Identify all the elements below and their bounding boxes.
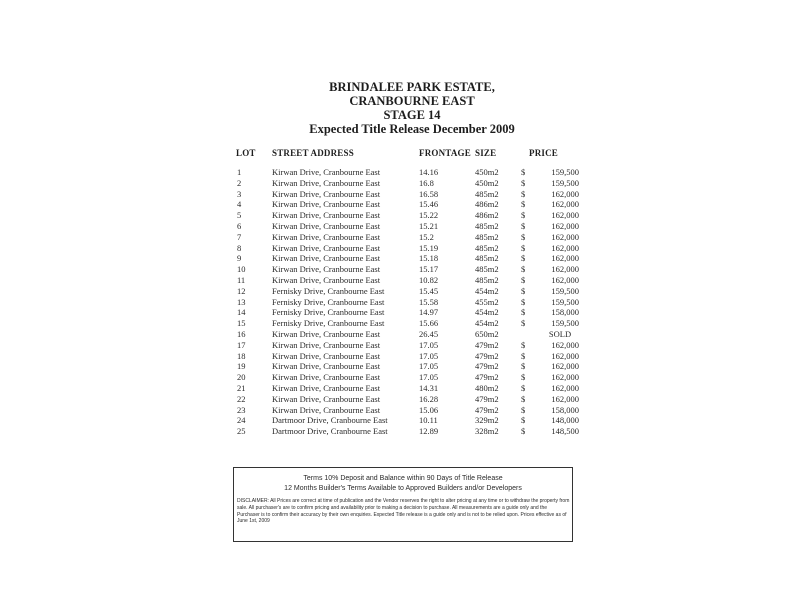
table-row	[0, 372, 800, 383]
table-row	[0, 286, 800, 297]
table-row	[0, 178, 800, 189]
table-row	[0, 297, 800, 308]
header-street-address: STREET ADDRESS	[272, 148, 354, 158]
lot-number: 25	[237, 426, 246, 437]
frontage-value: 12.89	[419, 426, 439, 437]
table-row	[0, 361, 800, 372]
lot-number: 24	[237, 415, 246, 426]
currency-symbol: $	[521, 167, 526, 177]
lot-number: 17	[237, 339, 246, 350]
currency-symbol: $	[521, 285, 526, 296]
size-value: 479m2	[475, 350, 499, 361]
street-address: Fernisky Drive, Cranbourne East	[272, 285, 385, 296]
size-value: 454m2	[475, 285, 499, 296]
size-value: 328m2	[475, 426, 499, 437]
terms-builders: 12 Months Builder's Terms Available to Approved Builders and/or Developers	[284, 485, 522, 492]
size-value: 485m2	[475, 220, 499, 231]
street-address: Kirwan Drive, Cranbourne East	[272, 404, 381, 415]
size-value: 329m2	[475, 415, 499, 426]
price-value: 159,500	[551, 177, 579, 188]
table-row	[0, 426, 800, 437]
size-value: 454m2	[475, 307, 499, 318]
size-value: 485m2	[475, 231, 499, 242]
currency-symbol: $	[521, 177, 526, 188]
currency-symbol: $	[521, 210, 526, 221]
frontage-value: 15.22	[419, 210, 439, 221]
currency-symbol: $	[521, 188, 526, 199]
street-address: Kirwan Drive, Cranbourne East	[272, 339, 381, 350]
street-address: Kirwan Drive, Cranbourne East	[272, 177, 381, 188]
currency-symbol: $	[521, 199, 526, 210]
street-address: Kirwan Drive, Cranbourne East	[272, 231, 381, 242]
table-row	[0, 340, 800, 351]
street-address: Dartmoor Drive, Cranbourne East	[272, 426, 388, 437]
frontage-value: 16.8	[419, 177, 434, 188]
currency-symbol: $	[521, 426, 526, 437]
table-row	[0, 199, 800, 210]
header-frontage: FRONTAGE	[419, 148, 471, 158]
currency-symbol: $	[521, 253, 526, 264]
table-row	[0, 210, 800, 221]
lot-number: 12	[237, 285, 246, 296]
price-value: 162,000	[551, 372, 579, 383]
currency-symbol: $	[521, 415, 526, 426]
price-value: 159,500	[551, 167, 579, 177]
table-row	[0, 264, 800, 275]
frontage-value: 14.97	[419, 307, 439, 318]
street-address: Kirwan Drive, Cranbourne East	[272, 188, 381, 199]
frontage-value: 14.16	[419, 167, 439, 177]
currency-symbol: $	[521, 307, 526, 318]
size-value: 486m2	[475, 210, 499, 221]
table-row	[0, 253, 800, 264]
table-row	[0, 329, 800, 340]
size-value: 479m2	[475, 404, 499, 415]
street-address: Kirwan Drive, Cranbourne East	[272, 199, 381, 210]
frontage-value: 15.19	[419, 242, 439, 253]
sold-status: SOLD	[548, 328, 572, 339]
currency-symbol: $	[521, 220, 526, 231]
price-value: 162,000	[551, 393, 579, 404]
currency-symbol: $	[521, 296, 526, 307]
size-value: 479m2	[475, 372, 499, 383]
price-value: 159,500	[551, 285, 579, 296]
price-value: 162,000	[551, 199, 579, 210]
lot-number: 14	[237, 307, 246, 318]
street-address: Fernisky Drive, Cranbourne East	[272, 318, 385, 329]
title-release-note: Expected Title Release December 2009	[309, 122, 515, 136]
street-address: Kirwan Drive, Cranbourne East	[272, 220, 381, 231]
price-value: 162,000	[551, 361, 579, 372]
size-value: 485m2	[475, 188, 499, 199]
price-value: 162,000	[551, 274, 579, 285]
frontage-value: 17.05	[419, 372, 439, 383]
frontage-value: 17.05	[419, 339, 439, 350]
table-row	[0, 405, 800, 416]
terms-deposit: Terms 10% Deposit and Balance within 90 Days of Title Release	[303, 475, 503, 482]
price-value: 158,000	[551, 307, 579, 318]
size-value: 479m2	[475, 339, 499, 350]
currency-symbol: $	[521, 361, 526, 372]
size-value: 485m2	[475, 253, 499, 264]
frontage-value: 15.2	[419, 231, 434, 242]
stage-title: STAGE 14	[383, 108, 441, 122]
price-value: 162,000	[551, 382, 579, 393]
terms-box	[233, 467, 573, 542]
currency-symbol: $	[521, 339, 526, 350]
size-value: 650m2	[475, 328, 499, 339]
street-address: Fernisky Drive, Cranbourne East	[272, 307, 385, 318]
table-row	[0, 189, 800, 200]
lot-number: 6	[237, 220, 242, 231]
currency-symbol: $	[521, 318, 526, 329]
size-value: 479m2	[475, 393, 499, 404]
lot-number: 22	[237, 393, 246, 404]
price-value: 162,000	[551, 339, 579, 350]
lot-number: 5	[237, 210, 242, 221]
lot-number: 20	[237, 372, 246, 383]
header-lot: LOT	[236, 148, 256, 158]
street-address: Kirwan Drive, Cranbourne East	[272, 361, 381, 372]
price-value: 162,000	[551, 231, 579, 242]
size-value: 450m2	[475, 167, 499, 177]
frontage-value: 16.28	[419, 393, 439, 404]
price-value: 162,000	[551, 220, 579, 231]
size-value: 454m2	[475, 318, 499, 329]
table-row	[0, 232, 800, 243]
table-row	[0, 394, 800, 405]
table-row	[0, 221, 800, 232]
size-value: 450m2	[475, 177, 499, 188]
price-value: 162,000	[551, 242, 579, 253]
price-value: 162,000	[551, 350, 579, 361]
street-address: Kirwan Drive, Cranbourne East	[272, 382, 381, 393]
price-value: 162,000	[551, 253, 579, 264]
disclaimer-text: DISCLAIMER: All Prices are correct at time of publication and the Vendor reserves the right to alter pricing at any time or to withdraw the property from sale. All purchaser's are to confirm pricing and availability prior to making a decision to purchase. All measurements are a guide only and the Purchaser is to confirm their accuracy by their own enquiries. Expected Title release is a guide only and is not to be relied upon. Prices effective as of June 1st, 2009	[237, 498, 570, 525]
street-address: Kirwan Drive, Cranbourne East	[272, 210, 381, 221]
currency-symbol: $	[521, 264, 526, 275]
frontage-value: 16.58	[419, 188, 439, 199]
frontage-value: 10.11	[419, 415, 438, 426]
size-value: 485m2	[475, 242, 499, 253]
street-address: Kirwan Drive, Cranbourne East	[272, 274, 381, 285]
price-value: 159,500	[551, 318, 579, 329]
price-value: 159,500	[551, 296, 579, 307]
frontage-value: 15.21	[419, 220, 439, 231]
lot-number: 21	[237, 382, 246, 393]
price-value: 162,000	[551, 188, 579, 199]
frontage-value: 14.31	[419, 382, 439, 393]
price-value: 148,500	[551, 426, 579, 437]
lot-table	[0, 167, 800, 437]
frontage-value: 15.46	[419, 199, 439, 210]
street-address: Fernisky Drive, Cranbourne East	[272, 296, 385, 307]
currency-symbol: $	[521, 274, 526, 285]
table-row	[0, 167, 800, 178]
lot-number: 8	[237, 242, 242, 253]
price-value: 158,000	[551, 404, 579, 415]
lot-number: 15	[237, 318, 246, 329]
street-address: Kirwan Drive, Cranbourne East	[272, 393, 381, 404]
street-address: Kirwan Drive, Cranbourne East	[272, 167, 381, 177]
street-address: Kirwan Drive, Cranbourne East	[272, 264, 381, 275]
frontage-value: 15.58	[419, 296, 439, 307]
price-value: 162,000	[551, 264, 579, 275]
table-row	[0, 415, 800, 426]
size-value: 485m2	[475, 264, 499, 275]
currency-symbol: $	[521, 350, 526, 361]
street-address: Kirwan Drive, Cranbourne East	[272, 328, 381, 339]
table-row	[0, 318, 800, 329]
table-row	[0, 275, 800, 286]
frontage-value: 17.05	[419, 361, 439, 372]
estate-title: BRINDALEE PARK ESTATE,	[329, 80, 495, 94]
size-value: 485m2	[475, 274, 499, 285]
street-address: Kirwan Drive, Cranbourne East	[272, 372, 381, 383]
lot-number: 9	[237, 253, 242, 264]
size-value: 479m2	[475, 361, 499, 372]
street-address: Kirwan Drive, Cranbourne East	[272, 242, 381, 253]
lot-number: 18	[237, 350, 246, 361]
street-address: Dartmoor Drive, Cranbourne East	[272, 415, 388, 426]
street-address: Kirwan Drive, Cranbourne East	[272, 253, 381, 264]
lot-number: 1	[237, 167, 242, 177]
currency-symbol: $	[521, 372, 526, 383]
table-row	[0, 383, 800, 394]
frontage-value: 17.05	[419, 350, 439, 361]
table-row	[0, 307, 800, 318]
price-value: 148,000	[551, 415, 579, 426]
table-row	[0, 351, 800, 362]
lot-number: 13	[237, 296, 246, 307]
lot-number: 10	[237, 264, 246, 275]
frontage-value: 15.17	[419, 264, 439, 275]
lot-number: 11	[237, 274, 246, 285]
frontage-value: 15.66	[419, 318, 439, 329]
lot-number: 23	[237, 404, 246, 415]
price-value: 162,000	[551, 210, 579, 221]
size-value: 480m2	[475, 382, 499, 393]
currency-symbol: $	[521, 231, 526, 242]
frontage-value: 10.82	[419, 274, 439, 285]
header-price: PRICE	[529, 148, 559, 158]
currency-symbol: $	[521, 242, 526, 253]
frontage-value: 15.18	[419, 253, 439, 264]
header-size: SIZE	[475, 148, 497, 158]
lot-number: 4	[237, 199, 242, 210]
frontage-value: 26.45	[419, 328, 439, 339]
size-value: 486m2	[475, 199, 499, 210]
lot-number: 7	[237, 231, 242, 242]
currency-symbol: $	[521, 404, 526, 415]
currency-symbol: $	[521, 393, 526, 404]
estate-location: CRANBOURNE EAST	[349, 94, 475, 108]
lot-number: 16	[237, 328, 246, 339]
street-address: Kirwan Drive, Cranbourne East	[272, 350, 381, 361]
size-value: 455m2	[475, 296, 499, 307]
lot-number: 19	[237, 361, 246, 372]
lot-number: 2	[237, 177, 242, 188]
table-row	[0, 243, 800, 254]
currency-symbol: $	[521, 382, 526, 393]
frontage-value: 15.06	[419, 404, 439, 415]
lot-number: 3	[237, 188, 242, 199]
frontage-value: 15.45	[419, 285, 439, 296]
